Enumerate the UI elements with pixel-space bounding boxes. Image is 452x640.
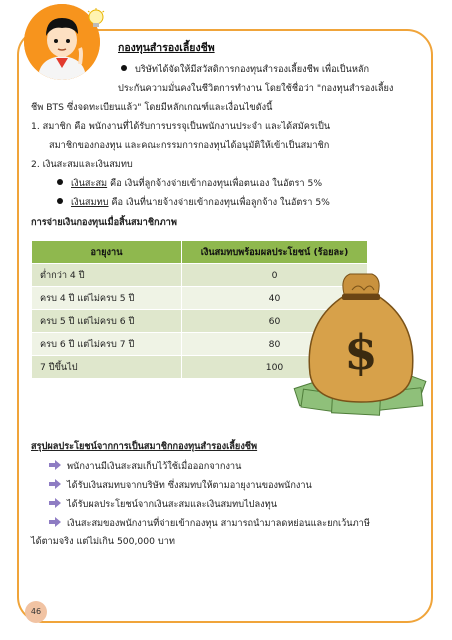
bullet-icon bbox=[57, 179, 63, 185]
item-1-line-2: สมาชิกของกองทุน และคณะกรรมการกองทุนได้อนุมัติให้เข้าเป็นสมาชิก bbox=[49, 140, 330, 151]
page-title: กองทุนสำรองเลี้ยงชีพ bbox=[118, 42, 215, 54]
table-cell-percent: 60 bbox=[182, 310, 368, 333]
page-number: 46 bbox=[25, 601, 47, 623]
table-cell-percent: 0 bbox=[182, 264, 368, 287]
table-cell-percent: 80 bbox=[182, 333, 368, 356]
benefits-heading: สรุปผลประโยชน์จากการเป็นสมาชิกกองทุนสำรองเลี้ยงชีพ bbox=[31, 441, 258, 452]
benefit-item: เงินสะสมของพนักงานที่จ่ายเข้ากองทุน สามารถนำมาลดหย่อนและยกเว้นภาษี bbox=[49, 517, 370, 530]
benefit-item: ได้รับเงินสมทบจากบริษัท ซึ่งสมทบให้ตามอายุงานของพนักงาน bbox=[49, 479, 312, 492]
benefit-item: ได้รับผลประโยชน์จากเงินสะสมและเงินสมทบไปลงทุน bbox=[49, 498, 277, 511]
table-cell-tenure: ต่ำกว่า 4 ปี bbox=[32, 264, 182, 287]
item-2: 2. เงินสะสมและเงินสมทบ bbox=[31, 159, 133, 170]
intro-line-3: ชีพ BTS ซึ่งจดทะเบียนแล้ว" โดยมีหลักเกณฑ์และเงื่อนไขดังนี้ bbox=[31, 102, 273, 113]
intro-line-1: บริษัทได้จัดให้มีสวัสดิการกองทุนสำรองเลี้ยงชีพ เพื่อเป็นหลัก bbox=[121, 64, 369, 76]
dollar-sign: $ bbox=[344, 325, 378, 381]
arrow-bullet-icon bbox=[49, 460, 61, 470]
table-cell-tenure: 7 ปีขึ้นไป bbox=[32, 356, 182, 379]
sub-item-savings: เงินสะสม คือ เงินที่ลูกจ้างจ่ายเข้ากองทุนเพื่อตนเอง ในอัตรา 5% bbox=[57, 178, 322, 190]
arrow-bullet-icon bbox=[49, 498, 61, 508]
item-1-line-1: 1. สมาชิก คือ พนักงานที่ได้รับการบรรจุเป็นพนักงานประจำ และได้สมัครเป็น bbox=[31, 121, 331, 132]
lightbulb-icon bbox=[86, 8, 106, 30]
table-header-percent: เงินสมทบพร้อมผลประโยชน์ (ร้อยละ) bbox=[182, 241, 368, 264]
bullet-icon bbox=[57, 198, 63, 204]
table-header-tenure: อายุงาน bbox=[32, 241, 182, 264]
table-cell-tenure: ครบ 6 ปี แต่ไม่ครบ 7 ปี bbox=[32, 333, 182, 356]
table-cell-tenure: ครบ 5 ปี แต่ไม่ครบ 6 ปี bbox=[32, 310, 182, 333]
table-cell-tenure: ครบ 4 ปี แต่ไม่ครบ 5 ปี bbox=[32, 287, 182, 310]
intro-line-2: ประกันความมั่นคงในชีวิตการทำงาน โดยใช้ชื่อว่า "กองทุนสำรองเลี้ยง bbox=[118, 83, 394, 94]
arrow-bullet-icon bbox=[49, 517, 61, 527]
benefit-item-continued: ได้ตามจริง แต่ไม่เกิน 500,000 บาท bbox=[31, 536, 175, 547]
sub-item-contribution: เงินสมทบ คือ เงินที่นายจ้างจ่ายเข้ากองทุนเพื่อลูกจ้าง ในอัตรา 5% bbox=[57, 197, 330, 209]
payout-heading: การจ่ายเงินกองทุนเมื่อสิ้นสมาชิกภาพ bbox=[31, 217, 177, 228]
table-header-row bbox=[32, 241, 368, 264]
table-cell-percent: 40 bbox=[182, 287, 368, 310]
money-bag-icon bbox=[292, 264, 430, 424]
benefit-item: พนักงานมีเงินสะสมเก็บไว้ใช้เมื่อออกจากงาน bbox=[49, 460, 241, 473]
bullet-icon bbox=[121, 65, 127, 71]
table-cell-percent: 100 bbox=[182, 356, 368, 379]
arrow-bullet-icon bbox=[49, 479, 61, 489]
